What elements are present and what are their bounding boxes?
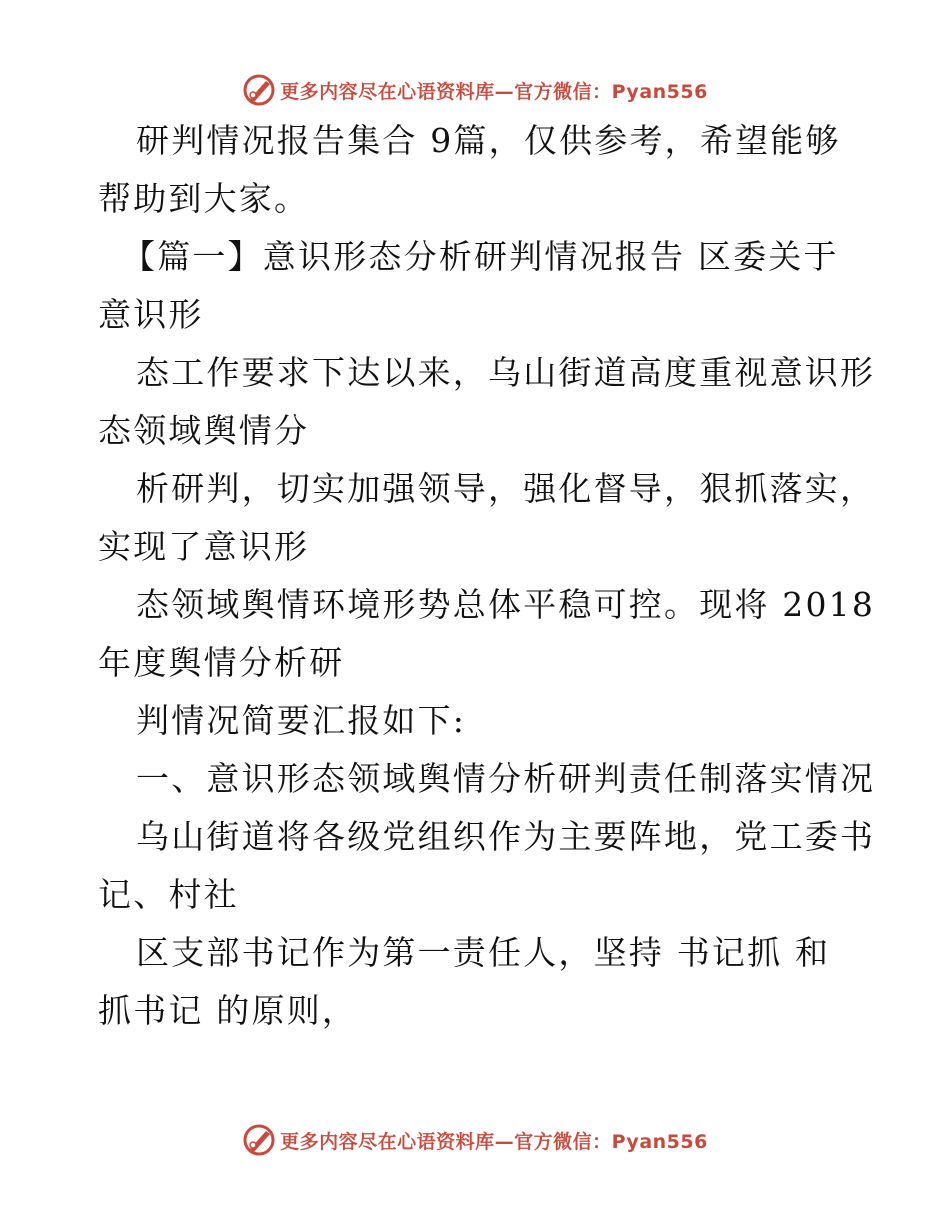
document-body [98,121,876,1050]
paragraph-line: 区支部书记作为第一责任人，坚持 书记抓 和 [136,933,831,972]
paragraph-line: 帮助到大家。 [98,179,310,218]
paragraph-line: 乌山街道将各级党组织作为主要阵地，党工委书 [136,817,876,856]
paragraph-line: 意识形 [98,295,204,334]
paragraph-line: 态领域舆情分 [98,411,310,450]
paragraph-line: 判情况简要汇报如下: [136,701,467,740]
section-title-line: 【篇一】意识形态分析研判情况报告 区委关于 [122,237,839,276]
watermark-text: 更多内容尽在心语资料库—官方微信：Pyan556 [280,80,708,103]
pen-seal-icon [242,73,276,107]
paragraph-line: 抓书记 的原则， [98,991,358,1030]
paragraph-line: 析研判，切实加强领导，强化督导，狠抓落实， [136,469,876,508]
watermark-text: 更多内容尽在心语资料库—官方微信：Pyan556 [280,1130,708,1153]
pen-seal-icon [242,1123,276,1157]
paragraph-line: 记、村社 [98,875,239,914]
paragraph-line: 态领域舆情环境形势总体平稳可控。现将 2018 [136,585,876,624]
paragraph-line: 态工作要求下达以来，乌山街道高度重视意识形 [136,353,876,392]
paragraph-line: 年度舆情分析研 [98,643,345,682]
paragraph-line: 实现了意识形 [98,527,310,566]
header-watermark [0,70,950,110]
paragraph-line: 研判情况报告集合 9篇，仅供参考，希望能够 [136,121,841,160]
footer-watermark [0,1120,950,1160]
section-heading-line: 一、意识形态领域舆情分析研判责任制落实情况 [136,759,876,798]
